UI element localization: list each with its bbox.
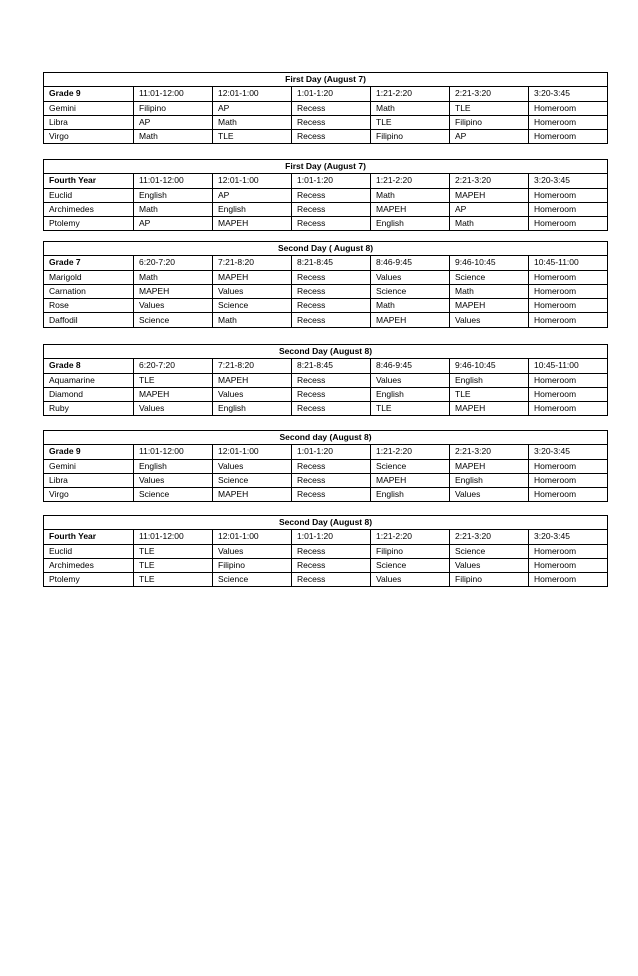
time-slot-header: 1:21-2:20	[371, 87, 450, 101]
table-title-row	[44, 345, 608, 359]
table-title: Second Day ( August 8)	[44, 242, 608, 256]
subject-cell: MAPEH	[450, 459, 529, 473]
subject-cell: TLE	[134, 373, 213, 387]
table-row	[44, 130, 608, 144]
subject-cell: Values	[213, 544, 292, 558]
schedule-table	[43, 430, 608, 502]
subject-cell: Homeroom	[529, 101, 608, 115]
table-row	[44, 488, 608, 502]
time-slot-header: 8:21-8:45	[292, 359, 371, 373]
section-name-cell: Rose	[44, 299, 134, 313]
subject-cell: Homeroom	[529, 488, 608, 502]
table-header-row	[44, 256, 608, 270]
section-name-cell: Marigold	[44, 270, 134, 284]
time-slot-header: 8:46-9:45	[371, 256, 450, 270]
time-slot-header: 1:21-2:20	[371, 445, 450, 459]
schedule-table	[43, 241, 608, 328]
subject-cell: Values	[213, 459, 292, 473]
section-name-cell: Libra	[44, 473, 134, 487]
table-title-row	[44, 73, 608, 87]
table-header-row	[44, 359, 608, 373]
subject-cell: English	[213, 202, 292, 216]
subject-cell: Recess	[292, 544, 371, 558]
section-name-cell: Virgo	[44, 488, 134, 502]
subject-cell: Homeroom	[529, 270, 608, 284]
subject-cell: Science	[371, 284, 450, 298]
subject-cell: Science	[213, 573, 292, 587]
table-row	[44, 402, 608, 416]
subject-cell: MAPEH	[450, 402, 529, 416]
table-row	[44, 217, 608, 231]
section-name-cell: Euclid	[44, 188, 134, 202]
table-row	[44, 558, 608, 572]
table-title-row	[44, 160, 608, 174]
subject-cell: Recess	[292, 101, 371, 115]
time-slot-header: 8:21-8:45	[292, 256, 371, 270]
time-slot-header: 2:21-3:20	[450, 445, 529, 459]
time-slot-header: 9:46-10:45	[450, 256, 529, 270]
table-header-row	[44, 174, 608, 188]
schedule-table	[43, 159, 608, 231]
subject-cell: Math	[213, 115, 292, 129]
subject-cell: TLE	[134, 544, 213, 558]
subject-cell: MAPEH	[450, 299, 529, 313]
subject-cell: Recess	[292, 299, 371, 313]
section-name-cell: Archimedes	[44, 202, 134, 216]
subject-cell: Science	[134, 488, 213, 502]
time-slot-header: 12:01-1:00	[213, 530, 292, 544]
time-slot-header: 1:01-1:20	[292, 445, 371, 459]
subject-cell: MAPEH	[371, 473, 450, 487]
subject-cell: Homeroom	[529, 202, 608, 216]
time-slot-header: 1:01-1:20	[292, 87, 371, 101]
table-header-row	[44, 87, 608, 101]
subject-cell: MAPEH	[134, 284, 213, 298]
time-slot-header: 3:20-3:45	[529, 530, 608, 544]
subject-cell: AP	[134, 115, 213, 129]
subject-cell: TLE	[213, 130, 292, 144]
table-title: Second Day (August 8)	[44, 345, 608, 359]
subject-cell: Recess	[292, 573, 371, 587]
section-name-cell: Daffodil	[44, 313, 134, 327]
subject-cell: Homeroom	[529, 373, 608, 387]
subject-cell: Science	[213, 473, 292, 487]
subject-cell: Values	[371, 373, 450, 387]
subject-cell: Recess	[292, 488, 371, 502]
subject-cell: MAPEH	[213, 373, 292, 387]
table-title: First Day (August 7)	[44, 160, 608, 174]
schedule-table	[43, 72, 608, 144]
subject-cell: Math	[450, 284, 529, 298]
table-header-row	[44, 445, 608, 459]
section-name-cell: Ruby	[44, 402, 134, 416]
subject-cell: Homeroom	[529, 544, 608, 558]
subject-cell: Recess	[292, 217, 371, 231]
subject-cell: AP	[450, 130, 529, 144]
subject-cell: Homeroom	[529, 573, 608, 587]
table-row	[44, 573, 608, 587]
subject-cell: English	[450, 473, 529, 487]
time-slot-header: 1:21-2:20	[371, 174, 450, 188]
subject-cell: Homeroom	[529, 130, 608, 144]
section-name-cell: Diamond	[44, 387, 134, 401]
subject-cell: Recess	[292, 188, 371, 202]
subject-cell: English	[371, 217, 450, 231]
table-row	[44, 459, 608, 473]
table-row	[44, 101, 608, 115]
section-name-cell: Archimedes	[44, 558, 134, 572]
time-slot-header: 10:45-11:00	[529, 256, 608, 270]
table-title: Second day (August 8)	[44, 431, 608, 445]
time-slot-header: 11:01-12:00	[134, 445, 213, 459]
subject-cell: Homeroom	[529, 402, 608, 416]
time-slot-header: 8:46-9:45	[371, 359, 450, 373]
section-name-cell: Aquamarine	[44, 373, 134, 387]
subject-cell: Homeroom	[529, 188, 608, 202]
subject-cell: AP	[450, 202, 529, 216]
subject-cell: Recess	[292, 202, 371, 216]
time-slot-header: 9:46-10:45	[450, 359, 529, 373]
subject-cell: AP	[213, 101, 292, 115]
subject-cell: Math	[134, 270, 213, 284]
subject-cell: Values	[134, 299, 213, 313]
subject-cell: Homeroom	[529, 313, 608, 327]
subject-cell: Homeroom	[529, 473, 608, 487]
time-slot-header: 2:21-3:20	[450, 87, 529, 101]
section-name-cell: Gemini	[44, 459, 134, 473]
subject-cell: Homeroom	[529, 459, 608, 473]
subject-cell: MAPEH	[213, 270, 292, 284]
subject-cell: TLE	[450, 387, 529, 401]
subject-cell: Filipino	[450, 573, 529, 587]
subject-cell: MAPEH	[450, 188, 529, 202]
subject-cell: Math	[134, 130, 213, 144]
subject-cell: Math	[134, 202, 213, 216]
subject-cell: English	[134, 459, 213, 473]
subject-cell: Homeroom	[529, 387, 608, 401]
time-slot-header: 11:01-12:00	[134, 87, 213, 101]
subject-cell: Filipino	[371, 130, 450, 144]
subject-cell: Filipino	[134, 101, 213, 115]
table-header-row	[44, 530, 608, 544]
subject-cell: Math	[450, 217, 529, 231]
schedule-table	[43, 344, 608, 416]
table-row	[44, 270, 608, 284]
subject-cell: Homeroom	[529, 284, 608, 298]
subject-cell: MAPEH	[371, 313, 450, 327]
subject-cell: Science	[134, 313, 213, 327]
subject-cell: Recess	[292, 313, 371, 327]
table-title-row	[44, 516, 608, 530]
time-slot-header: 11:01-12:00	[134, 174, 213, 188]
time-slot-header: 1:21-2:20	[371, 530, 450, 544]
table-row	[44, 188, 608, 202]
table-row	[44, 313, 608, 327]
time-slot-header: 1:01-1:20	[292, 174, 371, 188]
table-row	[44, 202, 608, 216]
subject-cell: AP	[134, 217, 213, 231]
table-row	[44, 373, 608, 387]
time-slot-header: 12:01-1:00	[213, 174, 292, 188]
subject-cell: Recess	[292, 270, 371, 284]
subject-cell: Values	[450, 488, 529, 502]
section-name-cell: Carnation	[44, 284, 134, 298]
subject-cell: Homeroom	[529, 217, 608, 231]
grade-label: Grade 8	[44, 359, 134, 373]
subject-cell: Homeroom	[529, 558, 608, 572]
time-slot-header: 3:20-3:45	[529, 87, 608, 101]
table-title-row	[44, 431, 608, 445]
subject-cell: Values	[213, 387, 292, 401]
subject-cell: Values	[450, 313, 529, 327]
table-title: First Day (August 7)	[44, 73, 608, 87]
subject-cell: Recess	[292, 373, 371, 387]
table-row	[44, 284, 608, 298]
subject-cell: Filipino	[371, 544, 450, 558]
subject-cell: Math	[371, 299, 450, 313]
subject-cell: Values	[134, 473, 213, 487]
subject-cell: Recess	[292, 558, 371, 572]
table-title-row	[44, 242, 608, 256]
subject-cell: TLE	[450, 101, 529, 115]
section-name-cell: Ptolemy	[44, 573, 134, 587]
subject-cell: Values	[371, 573, 450, 587]
grade-label: Grade 7	[44, 256, 134, 270]
subject-cell: MAPEH	[371, 202, 450, 216]
subject-cell: Recess	[292, 284, 371, 298]
subject-cell: Science	[213, 299, 292, 313]
subject-cell: Filipino	[450, 115, 529, 129]
subject-cell: Values	[371, 270, 450, 284]
subject-cell: Math	[213, 313, 292, 327]
grade-label: Fourth Year	[44, 530, 134, 544]
subject-cell: Recess	[292, 387, 371, 401]
table-row	[44, 299, 608, 313]
time-slot-header: 1:01-1:20	[292, 530, 371, 544]
grade-label: Grade 9	[44, 87, 134, 101]
section-name-cell: Ptolemy	[44, 217, 134, 231]
subject-cell: AP	[213, 188, 292, 202]
subject-cell: Recess	[292, 115, 371, 129]
grade-label: Fourth Year	[44, 174, 134, 188]
table-title: Second Day (August 8)	[44, 516, 608, 530]
subject-cell: Science	[450, 270, 529, 284]
subject-cell: Values	[134, 402, 213, 416]
section-name-cell: Virgo	[44, 130, 134, 144]
time-slot-header: 3:20-3:45	[529, 174, 608, 188]
subject-cell: Recess	[292, 459, 371, 473]
subject-cell: Science	[371, 459, 450, 473]
time-slot-header: 2:21-3:20	[450, 530, 529, 544]
time-slot-header: 7:21-8:20	[213, 256, 292, 270]
subject-cell: Values	[450, 558, 529, 572]
time-slot-header: 6:20-7:20	[134, 256, 213, 270]
subject-cell: TLE	[371, 402, 450, 416]
subject-cell: Homeroom	[529, 299, 608, 313]
subject-cell: MAPEH	[134, 387, 213, 401]
subject-cell: TLE	[371, 115, 450, 129]
grade-label: Grade 9	[44, 445, 134, 459]
subject-cell: MAPEH	[213, 217, 292, 231]
subject-cell: MAPEH	[213, 488, 292, 502]
section-name-cell: Libra	[44, 115, 134, 129]
section-name-cell: Euclid	[44, 544, 134, 558]
time-slot-header: 12:01-1:00	[213, 445, 292, 459]
time-slot-header: 10:45-11:00	[529, 359, 608, 373]
time-slot-header: 6:20-7:20	[134, 359, 213, 373]
time-slot-header: 7:21-8:20	[213, 359, 292, 373]
subject-cell: English	[213, 402, 292, 416]
subject-cell: Science	[450, 544, 529, 558]
subject-cell: Values	[213, 284, 292, 298]
table-row	[44, 115, 608, 129]
time-slot-header: 3:20-3:45	[529, 445, 608, 459]
subject-cell: Filipino	[213, 558, 292, 572]
subject-cell: English	[371, 387, 450, 401]
subject-cell: English	[450, 373, 529, 387]
time-slot-header: 2:21-3:20	[450, 174, 529, 188]
time-slot-header: 11:01-12:00	[134, 530, 213, 544]
table-row	[44, 544, 608, 558]
section-name-cell: Gemini	[44, 101, 134, 115]
subject-cell: Homeroom	[529, 115, 608, 129]
subject-cell: TLE	[134, 573, 213, 587]
subject-cell: Recess	[292, 473, 371, 487]
subject-cell: Math	[371, 188, 450, 202]
table-row	[44, 387, 608, 401]
time-slot-header: 12:01-1:00	[213, 87, 292, 101]
subject-cell: Math	[371, 101, 450, 115]
subject-cell: English	[371, 488, 450, 502]
subject-cell: Recess	[292, 130, 371, 144]
table-row	[44, 473, 608, 487]
subject-cell: Science	[371, 558, 450, 572]
subject-cell: English	[134, 188, 213, 202]
subject-cell: Recess	[292, 402, 371, 416]
schedule-table	[43, 515, 608, 587]
subject-cell: TLE	[134, 558, 213, 572]
